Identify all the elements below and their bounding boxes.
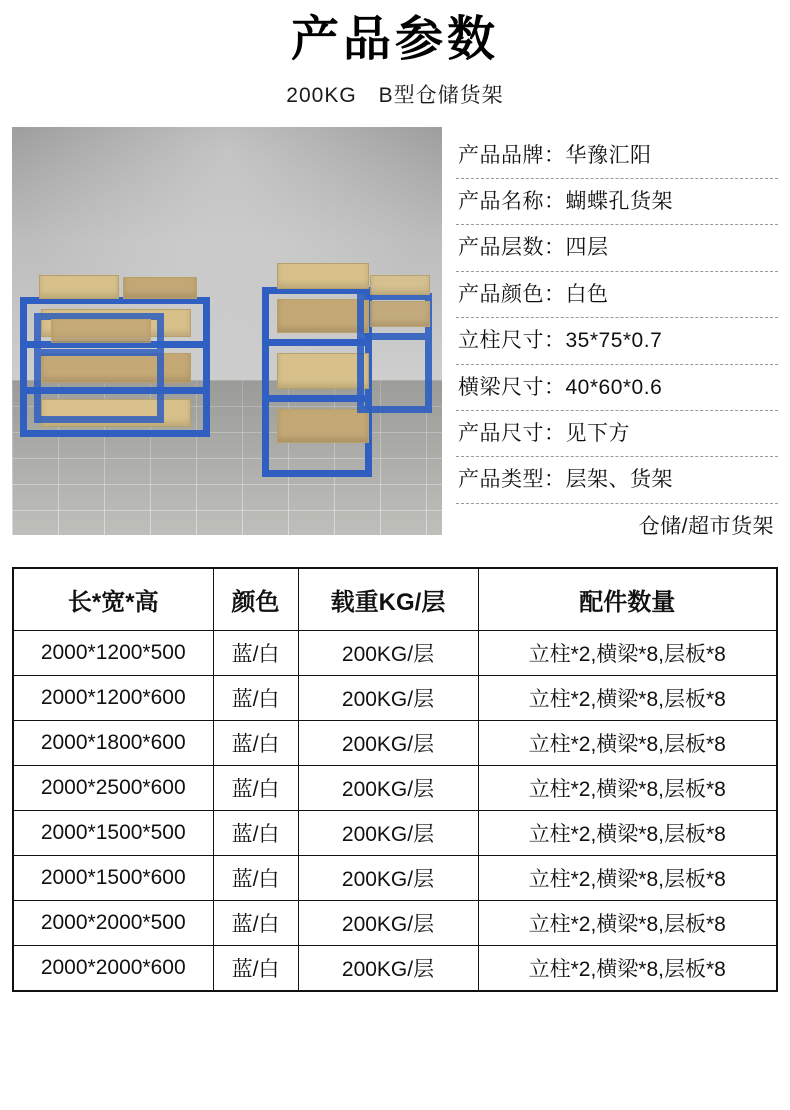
- cell-color: 蓝/白: [213, 720, 298, 765]
- spec-row-product-type: 产品类型：层架、货架: [456, 457, 778, 503]
- cell-color: 蓝/白: [213, 855, 298, 900]
- cell-dimensions: 2000*1500*500: [13, 810, 213, 855]
- spec-table-wrapper: [0, 567, 790, 992]
- table-row: [13, 810, 777, 855]
- cell-parts: 立柱*2,横梁*8,层板*8: [478, 855, 777, 900]
- page-header: [0, 0, 790, 109]
- cell-parts: 立柱*2,横梁*8,层板*8: [478, 720, 777, 765]
- cell-load: 200KG/层: [298, 810, 478, 855]
- cell-color: 蓝/白: [213, 900, 298, 945]
- cell-dimensions: 2000*1800*600: [13, 720, 213, 765]
- col-header-color: 颜色: [213, 568, 298, 631]
- spec-row-type-extra: 仓储/超市货架: [638, 514, 774, 538]
- col-header-parts: 配件数量: [478, 568, 777, 631]
- table-row: [13, 945, 777, 991]
- table-row: [13, 765, 777, 810]
- cell-load: 200KG/层: [298, 855, 478, 900]
- cell-dimensions: 2000*2000*600: [13, 945, 213, 991]
- table-row: [13, 675, 777, 720]
- shelving-rack-right-far: [357, 293, 432, 413]
- spec-table-head: [13, 568, 777, 631]
- spec-row-color: 产品颜色：白色: [456, 272, 778, 318]
- page-title: 产品参数: [290, 13, 499, 66]
- cell-dimensions: 2000*2000*500: [13, 900, 213, 945]
- cell-parts: 立柱*2,横梁*8,层板*8: [478, 630, 777, 675]
- warehouse-shelving-photo: [12, 127, 442, 535]
- cell-dimensions: 2000*1200*600: [13, 675, 213, 720]
- cell-load: 200KG/层: [298, 720, 478, 765]
- table-row: [13, 900, 777, 945]
- table-row: [13, 855, 777, 900]
- shelving-rack-left-far: [34, 313, 164, 423]
- spec-row-layers: 产品层数：四层: [456, 225, 778, 271]
- cell-color: 蓝/白: [213, 675, 298, 720]
- col-header-dimensions: 长*宽*高: [13, 568, 213, 631]
- col-header-load: 载重KG/层: [298, 568, 478, 631]
- spec-list: [456, 127, 778, 549]
- spec-row-product-size: 产品尺寸：见下方: [456, 411, 778, 457]
- cell-color: 蓝/白: [213, 765, 298, 810]
- spec-table: [12, 567, 778, 992]
- spec-row-brand: 产品品牌：华豫汇阳: [456, 133, 778, 179]
- spec-row-beam-size: 横梁尺寸：40*60*0.6: [456, 365, 778, 411]
- shelving-rack-right: [262, 287, 372, 477]
- cell-dimensions: 2000*2500*600: [13, 765, 213, 810]
- cell-load: 200KG/层: [298, 900, 478, 945]
- cell-parts: 立柱*2,横梁*8,层板*8: [478, 765, 777, 810]
- cell-load: 200KG/层: [298, 945, 478, 991]
- cell-color: 蓝/白: [213, 630, 298, 675]
- cell-dimensions: 2000*1200*500: [13, 630, 213, 675]
- cell-load: 200KG/层: [298, 675, 478, 720]
- product-overview-section: [0, 127, 790, 549]
- spec-row-product-name: 产品名称：蝴蝶孔货架: [456, 179, 778, 225]
- cell-dimensions: 2000*1500*600: [13, 855, 213, 900]
- table-row: [13, 720, 777, 765]
- table-row: [13, 630, 777, 675]
- table-header-row: [13, 568, 777, 631]
- cell-parts: 立柱*2,横梁*8,层板*8: [478, 810, 777, 855]
- cell-color: 蓝/白: [213, 810, 298, 855]
- spec-table-body: [13, 630, 777, 991]
- cell-parts: 立柱*2,横梁*8,层板*8: [478, 675, 777, 720]
- cell-color: 蓝/白: [213, 945, 298, 991]
- cell-parts: 立柱*2,横梁*8,层板*8: [478, 900, 777, 945]
- cell-load: 200KG/层: [298, 765, 478, 810]
- cell-parts: 立柱*2,横梁*8,层板*8: [478, 945, 777, 991]
- cell-load: 200KG/层: [298, 630, 478, 675]
- spec-row-column-size: 立柱尺寸：35*75*0.7: [456, 318, 778, 364]
- page-subtitle: 200KG B型仓储货架: [286, 83, 504, 107]
